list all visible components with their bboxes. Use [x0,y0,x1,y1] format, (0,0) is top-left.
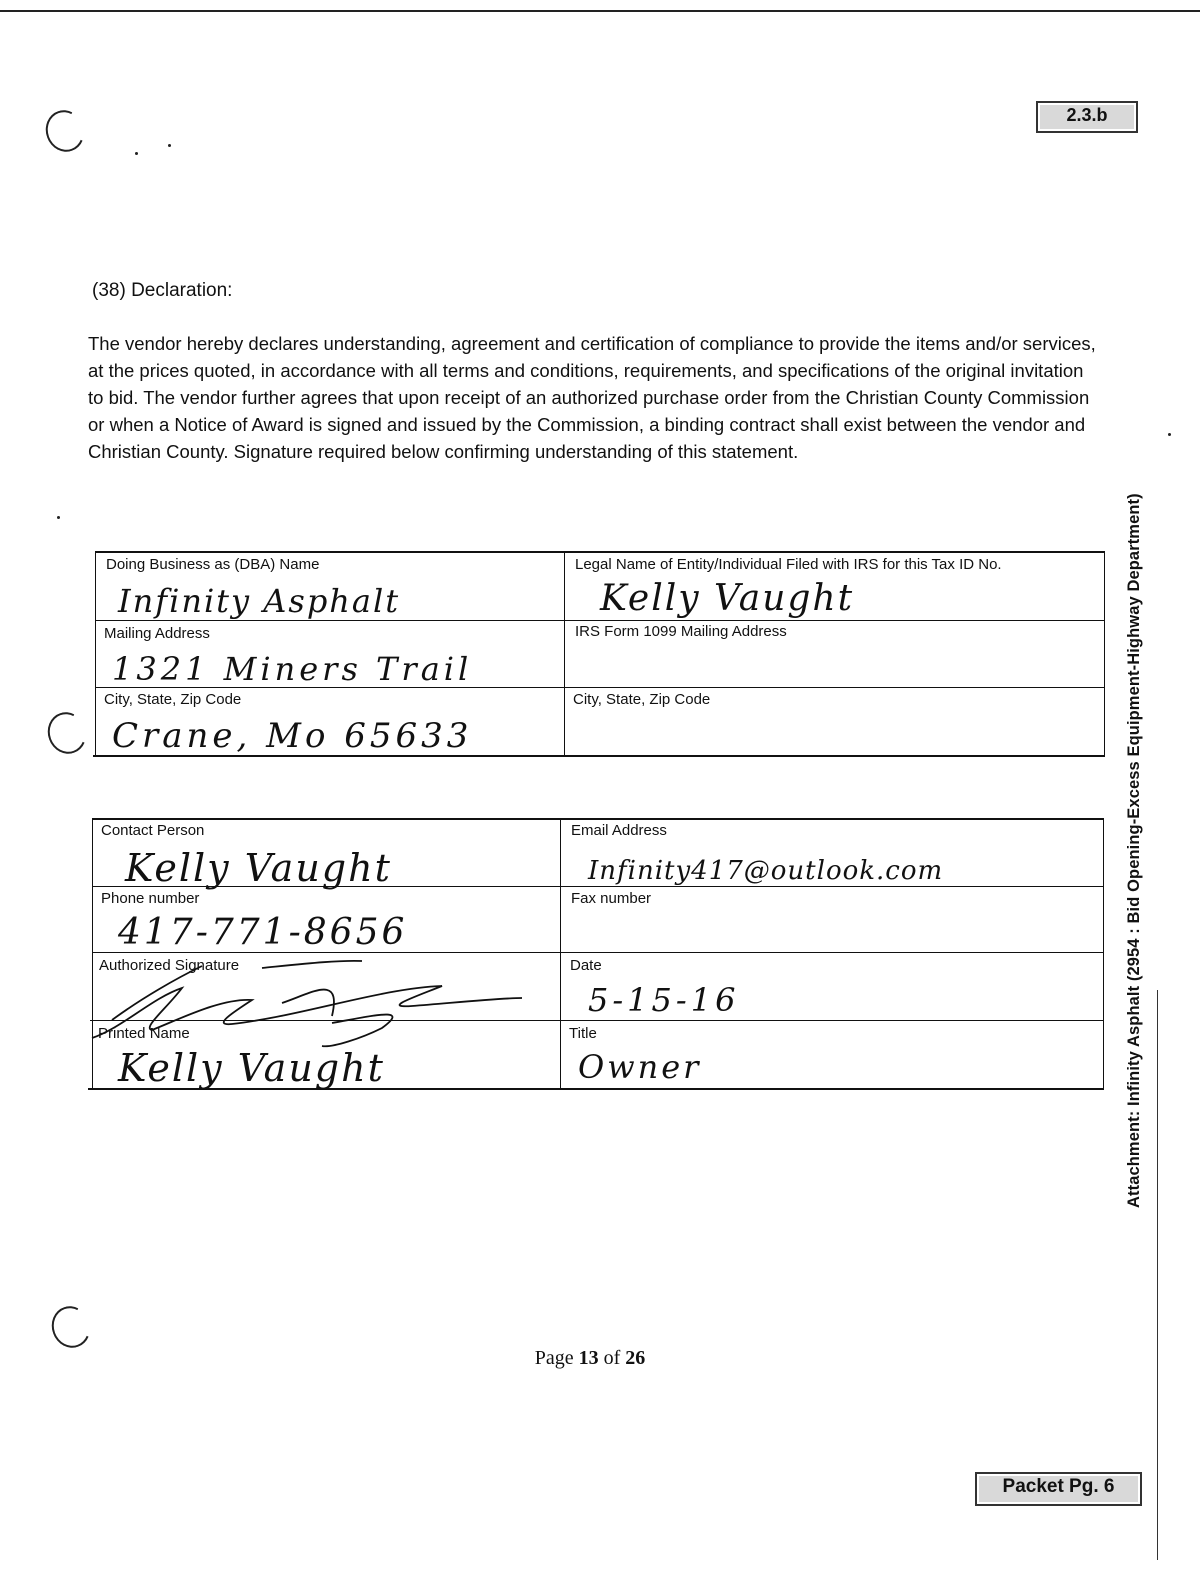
punch-hole-middle [42,707,92,759]
page-number-total: 26 [625,1347,646,1369]
scan-speck [168,144,171,147]
email-address-handwritten: Infinity417@outlook.com [588,856,944,886]
form1-center-divider [564,551,565,756]
date-handwritten: 5-15-16 [588,981,740,1019]
legal-name-handwritten: Kelly Vaught [600,578,855,619]
packet-page-stamp: Packet Pg. 6 [975,1472,1142,1506]
printed-name-label: Printed Name [98,1025,190,1042]
title-label: Title [569,1025,597,1042]
page-right-rule [1157,990,1158,1560]
date-label: Date [570,957,602,974]
legal-name-label: Legal Name of Entity/Individual Filed with IRS for this Tax ID No. [575,556,1002,573]
scan-speck [57,516,60,519]
punch-hole-top [40,105,90,157]
form1-top-border [95,551,1105,553]
form1-left-border [95,551,96,756]
form1-row-divider [95,620,1105,621]
form2-left-border [92,818,93,1090]
declaration-paragraph: The vendor hereby declares understanding, agreement and certification of compliance to provide the items and/or services, at the prices quoted, in accordance with all terms and conditions, requirements, and specifications of the original invitation to bid. The vendor further agrees that upon receipt of an authorized purchase order from the Christian County Commission or when a Notice of Award is signed and issued by the Commission, a binding contract shall exist between the vendor and Christian County. Signature required below confirming understanding of this statement. [88,333,1096,462]
phone-number-handwritten: 417-771-8656 [118,912,408,953]
page-number [0,1347,1180,1370]
title-handwritten: Owner [578,1048,702,1086]
section-heading: (38) Declaration: [92,280,233,301]
attachment-note: Attachment: Infinity Asphalt (2954 : Bid Opening-Excess Equipment-Highway Department) [1125,493,1143,1208]
contact-person-handwritten: Kelly Vaught [125,846,392,890]
scan-speck [135,152,138,155]
mailing-address-label: Mailing Address [104,625,210,642]
mailing-address-handwritten: 1321 Miners Trail [112,650,473,688]
city-state-zip-handwritten: Crane, Mo 65633 [112,716,473,756]
dba-handwritten: Infinity Asphalt [118,582,401,620]
form2-center-divider [560,818,561,1090]
authorized-signature-label: Authorized Signature [99,957,240,974]
item-number-stamp: 2.3.b [1036,101,1138,133]
irs-mailing-address-label: IRS Form 1099 Mailing Address [575,623,787,640]
irs-city-state-zip-label: City, State, Zip Code [573,691,711,708]
form2-right-border [1103,818,1104,1090]
phone-number-label: Phone number [101,890,200,907]
punch-hole-bottom [46,1301,96,1353]
dba-label: Doing Business as (DBA) Name [106,556,320,573]
page-top-rule [0,10,1200,12]
page-number-current: 13 [578,1347,599,1369]
page-number-of: of [603,1347,621,1369]
scan-speck [1168,433,1171,436]
page-number-prefix: Page [534,1347,574,1369]
fax-number-label: Fax number [571,890,652,907]
contact-person-label: Contact Person [101,822,205,839]
email-address-label: Email Address [571,822,667,839]
form2-top-border [92,818,1104,820]
printed-name-handwritten: Kelly Vaught [118,1046,385,1090]
form1-right-border [1104,551,1105,756]
city-state-zip-label: City, State, Zip Code [104,691,242,708]
